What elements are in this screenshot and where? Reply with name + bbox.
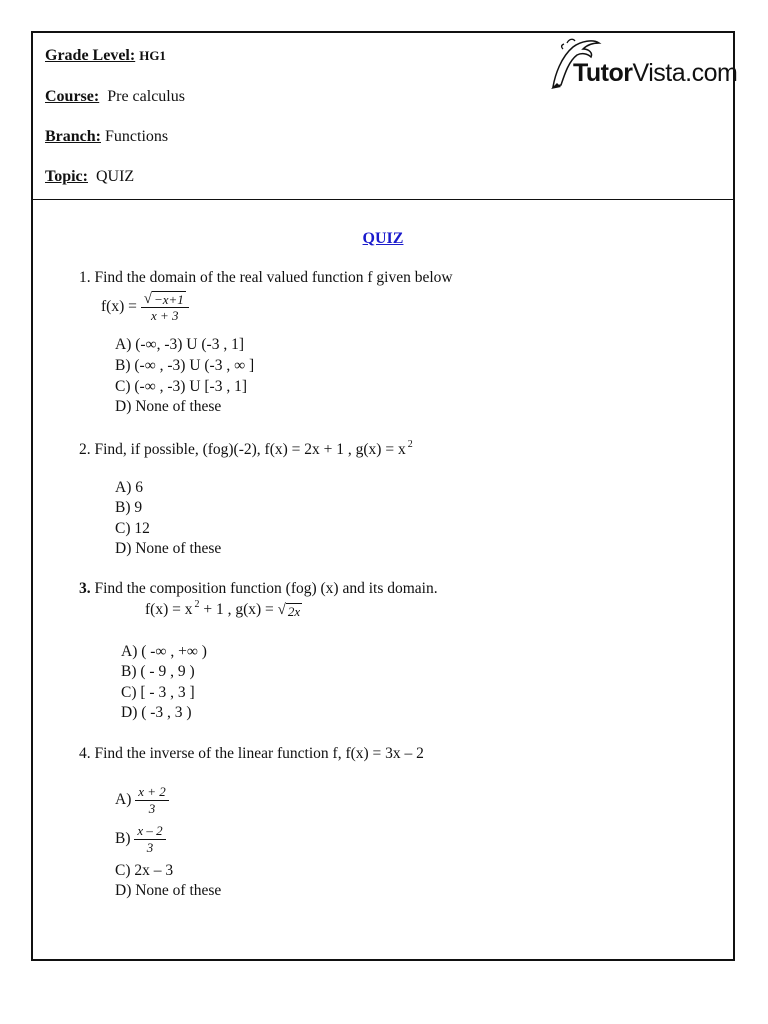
q1-fraction: [141, 291, 189, 324]
q3-sqrt: √ 2x: [277, 602, 301, 619]
q2-option-a: A) 6: [115, 479, 143, 496]
branch-value: Functions: [105, 128, 169, 145]
question-4-text: 4. Find the inverse of the linear function f, f(x) = 3x – 2: [79, 745, 424, 762]
question-1-text: 1. Find the domain of the real valued function f given below: [79, 269, 453, 286]
q3-f-part: f(x) = x: [145, 601, 193, 618]
q4-option-b-denominator: 3: [146, 840, 154, 855]
course-label: Course:: [45, 88, 100, 105]
q1-option-b: B) (-∞ , -3) U (-3 , ∞ ]: [115, 357, 255, 374]
q1-denominator: x + 3: [150, 308, 179, 323]
branch-line: [45, 128, 168, 146]
page-frame: [31, 31, 738, 961]
q4-option-b: [115, 823, 166, 856]
q1-sqrt: √ −x+1: [143, 291, 184, 307]
q2-option-b: B) 9: [115, 499, 143, 516]
question-2-text: [79, 441, 413, 459]
q2-option-d: D) None of these: [115, 540, 222, 557]
logo-text-regular: Vista.com: [632, 59, 738, 87]
q3-option-d: D) ( -3 , 3 ): [121, 704, 192, 721]
q4-option-d: D) None of these: [115, 882, 222, 899]
q3-sqrt-body: 2x: [287, 604, 301, 619]
header-divider: [33, 199, 733, 200]
q4-option-b-numerator: x – 2: [134, 823, 165, 840]
q4-option-a-numerator: x + 2: [135, 784, 169, 801]
q4-option-b-fraction: [134, 823, 165, 856]
course-line: [45, 88, 185, 106]
topic-label: Topic:: [45, 168, 88, 185]
q4-option-b-label: B): [115, 830, 135, 848]
question-3-text: [79, 580, 438, 598]
q1-option-a: A) (-∞, -3) U (-3 , 1]: [115, 336, 244, 353]
q1-sqrt-body: −x+1: [153, 292, 184, 307]
grade-level-label: Grade Level:: [45, 47, 136, 64]
q2-option-c: C) 12: [115, 520, 150, 537]
tutorvista-logo: [543, 35, 738, 95]
q3-rest: + 1 , g(x) =: [199, 601, 278, 618]
q3-option-b: B) ( - 9 , 9 ): [121, 663, 195, 680]
q4-option-c: C) 2x – 3: [115, 862, 174, 879]
q1-option-c: C) (-∞ , -3) U [-3 , 1]: [115, 378, 247, 395]
quiz-title: QUIZ: [362, 230, 404, 247]
q3-superscript: 2: [194, 599, 200, 610]
q3-number: 3.: [79, 580, 91, 597]
q2-text: 2. Find, if possible, (fog)(-2), f(x) = 2x + 1 , g(x) = x: [79, 441, 406, 458]
grade-level-line: [45, 47, 166, 65]
topic-value: QUIZ: [95, 168, 135, 185]
q1-option-d: D) None of these: [115, 398, 222, 415]
logo-text-bold: Tutor: [573, 59, 633, 87]
q3-option-c: C) [ - 3 , 3 ]: [121, 684, 195, 701]
q4-option-a-label: A): [115, 791, 136, 809]
grade-level-value: HG1: [139, 48, 166, 63]
topic-line: [45, 168, 134, 186]
q4-option-a: [115, 784, 169, 817]
q1-fx-label: f(x) =: [101, 298, 141, 316]
course-value: Pre calculus: [107, 88, 185, 105]
question-1-formula: [101, 291, 189, 324]
q3-text: Find the composition function (fog) (x) and its domain.: [90, 580, 438, 597]
branch-label: Branch:: [45, 128, 101, 145]
q2-superscript: 2: [407, 439, 413, 450]
q4-option-a-fraction: [135, 784, 169, 817]
question-3-formula: [145, 601, 302, 619]
q3-option-a: A) ( -∞ , +∞ ): [121, 643, 207, 660]
q4-option-a-denominator: 3: [148, 801, 156, 816]
